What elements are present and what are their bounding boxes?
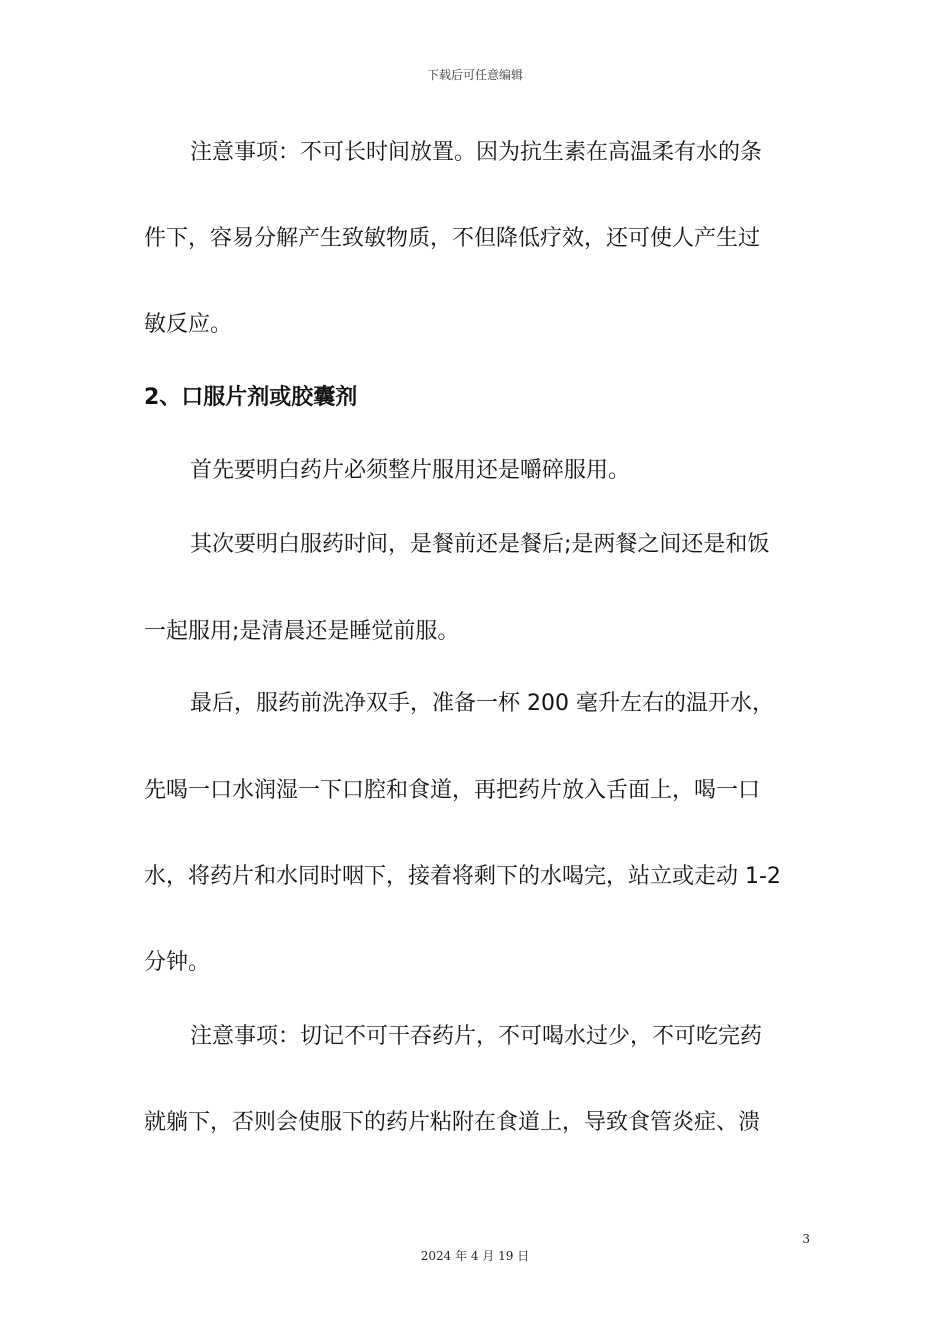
paragraph-line: 其次要明白服药时间，是餐前还是餐后;是两餐之间还是和饭 [190,532,770,557]
page-header: 下载后可任意编辑 [426,68,523,82]
paragraph-line: 注意事项：切记不可干吞药片，不可喝水过少，不可吃完药 [190,1024,763,1049]
section-heading: 2、口服片剂或胶囊剂 [144,385,358,410]
paragraph-line: 就躺下，否则会使服下的药片粘附在食道上，导致食管炎症、溃 [144,1110,761,1135]
paragraph-line: 水，将药片和水同时咽下，接着将剩下的水喝完，站立或走动 1-2 [144,864,781,889]
footer-date: 2024 年 4 月 19 日 [420,1249,530,1263]
page-number: 3 [802,1232,810,1246]
paragraph-line: 一起服用;是清晨还是睡觉前服。 [144,619,460,644]
paragraph-line: 注意事项：不可长时间放置。因为抗生素在高温柔有水的条 [190,140,763,165]
paragraph-line: 敏反应。 [144,312,233,337]
paragraph-line: 先喝一口水润湿一下口腔和食道，再把药片放入舌面上，喝一口 [144,778,761,803]
paragraph-line: 最后，服药前洗净双手，准备一杯 200 毫升左右的温开水， [190,691,774,716]
paragraph-line: 分钟。 [144,950,211,975]
paragraph-line: 首先要明白药片必须整片服用还是嚼碎服用。 [190,458,631,483]
paragraph-line: 件下，容易分解产生致敏物质，不但降低疗效，还可使人产生过 [144,226,761,251]
